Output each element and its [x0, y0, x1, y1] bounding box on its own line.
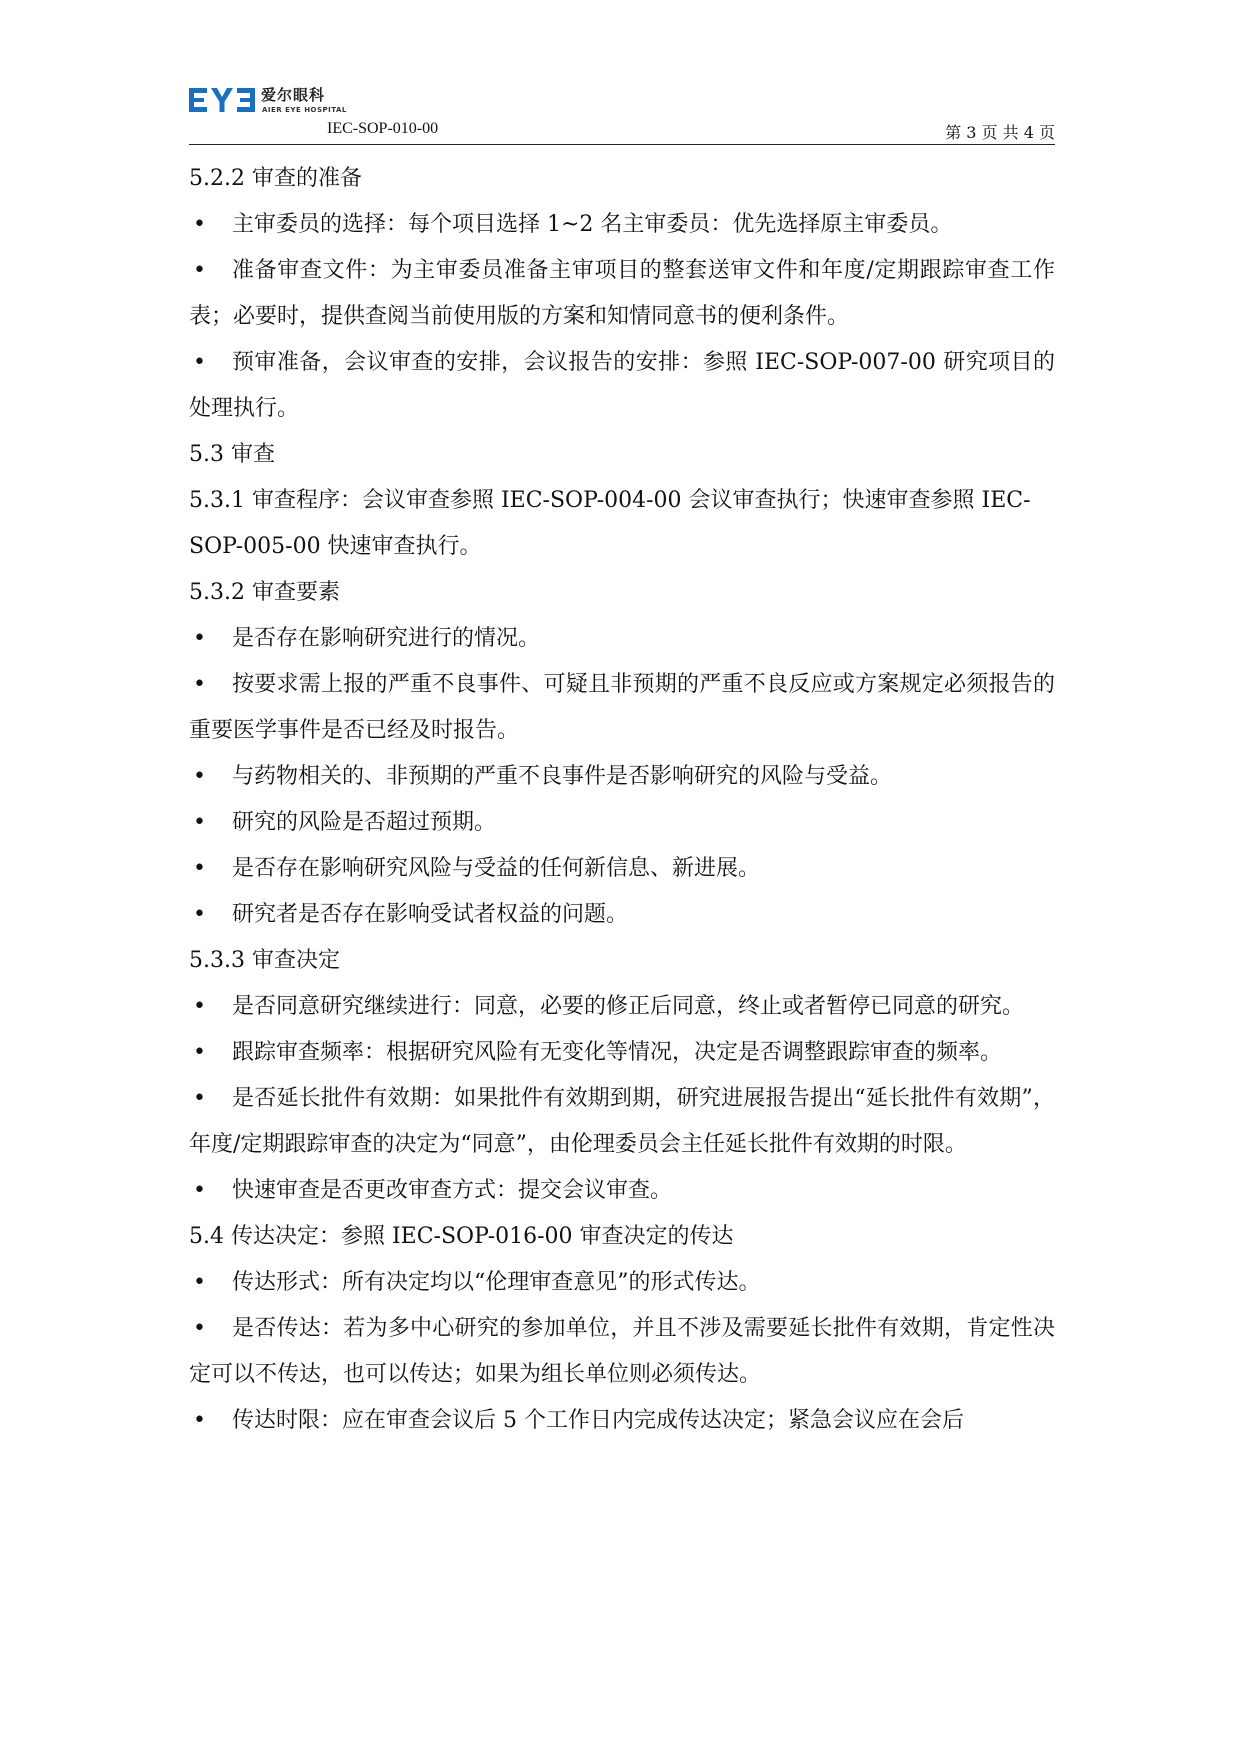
- eye-logo-icon: [189, 86, 259, 114]
- bullet-icon: •: [193, 258, 206, 283]
- bullet-item: • 跟踪审查频率：根据研究风险有无变化等情况，决定是否调整跟踪审查的频率。: [189, 1030, 1055, 1076]
- hospital-logo: [189, 84, 349, 120]
- page-number: 第 3 页 共 4 页: [945, 123, 1055, 142]
- section-heading: 5.3.2 审查要素: [189, 580, 340, 605]
- bullet-item: • 是否存在影响研究进行的情况。: [189, 616, 1055, 662]
- bullet-icon: •: [193, 994, 206, 1019]
- bullet-item: • 研究者是否存在影响受试者权益的问题。: [189, 892, 1055, 938]
- bullet-icon: •: [193, 856, 206, 881]
- bullet-item: • 是否存在影响研究风险与受益的任何新信息、新进展。: [189, 846, 1055, 892]
- page-header: [189, 84, 1055, 145]
- bullet-item: • 是否传达：若为多中心研究的参加单位，并且不涉及需要延长批件有效期，肯定性决定可以不传达，也可以传达；如果为组长单位则必须传达。: [189, 1306, 1055, 1398]
- bullet-icon: •: [193, 902, 206, 927]
- bullet-icon: •: [193, 626, 206, 651]
- bullet-item: • 准备审查文件：为主审委员准备主审项目的整套送审文件和年度/定期跟踪审查工作表；必要时，提供查阅当前使用版的方案和知情同意书的便利条件。: [189, 248, 1055, 340]
- bullet-item: • 是否同意研究继续进行：同意，必要的修正后同意，终止或者暂停已同意的研究。: [189, 984, 1055, 1030]
- section-heading: 5.2.2 审查的准备: [189, 166, 362, 191]
- bullet-icon: •: [193, 764, 206, 789]
- bullet-icon: •: [193, 1040, 206, 1065]
- bullet-icon: •: [193, 672, 206, 697]
- logo-english-name: AIER EYE HOSPITAL: [262, 106, 347, 114]
- bullet-item: • 研究的风险是否超过预期。: [189, 800, 1055, 846]
- bullet-item: • 传达形式：所有决定均以“伦理审查意见”的形式传达。: [189, 1260, 1055, 1306]
- section-heading: 5.3 审查: [189, 442, 275, 467]
- bullet-icon: •: [193, 1178, 206, 1203]
- bullet-item: • 与药物相关的、非预期的严重不良事件是否影响研究的风险与受益。: [189, 754, 1055, 800]
- bullet-icon: •: [193, 1316, 206, 1341]
- bullet-item: • 是否延长批件有效期：如果批件有效期到期，研究进展报告提出“延长批件有效期”，年度/定期跟踪审查的决定为“同意”，由伦理委员会主任延长批件有效期的时限。: [189, 1076, 1055, 1168]
- section-heading: 5.4 传达决定：参照 IEC-SOP-016-00 审查决定的传达: [189, 1224, 734, 1249]
- section-heading: 5.3.1 审查程序：会议审查参照 IEC-SOP-004-00 会议审查执行；快速审查参照 IEC-SOP-005-00 快速审查执行。: [189, 488, 1031, 559]
- bullet-icon: •: [193, 212, 206, 237]
- bullet-item: • 预审准备，会议审查的安排，会议报告的安排：参照 IEC-SOP-007-00 研究项目的处理执行。: [189, 340, 1055, 432]
- logo-chinese-name: 爱尔眼科: [261, 86, 326, 104]
- bullet-icon: •: [193, 1408, 206, 1433]
- document-body: [189, 156, 1055, 1444]
- bullet-item: • 传达时限：应在审查会议后 5 个工作日内完成传达决定；紧急会议应在会后: [189, 1398, 1055, 1444]
- document-code: IEC-SOP-010-00: [327, 120, 439, 137]
- bullet-item: • 主审委员的选择：每个项目选择 1~2 名主审委员：优先选择原主审委员。: [189, 202, 1055, 248]
- bullet-item: • 按要求需上报的严重不良事件、可疑且非预期的严重不良反应或方案规定必须报告的重要医学事件是否已经及时报告。: [189, 662, 1055, 754]
- bullet-item: • 快速审查是否更改审查方式：提交会议审查。: [189, 1168, 1055, 1214]
- bullet-icon: •: [193, 810, 206, 835]
- bullet-icon: •: [193, 350, 206, 375]
- bullet-icon: •: [193, 1086, 206, 1111]
- bullet-icon: •: [193, 1270, 206, 1295]
- section-heading: 5.3.3 审查决定: [189, 948, 340, 973]
